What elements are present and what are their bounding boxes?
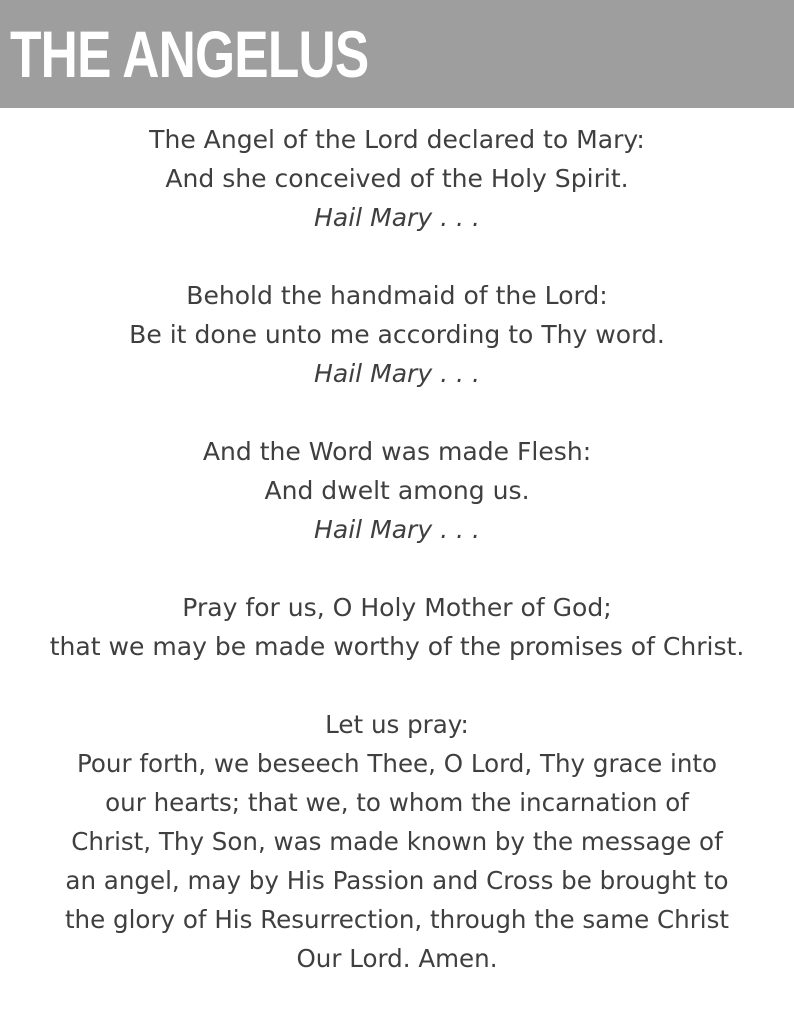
verse-line: Pray for us, O Holy Mother of God;	[182, 593, 612, 622]
verse-line: The Angel of the Lord declared to Mary:	[149, 125, 645, 154]
verse-line: Be it done unto me according to Thy word.	[129, 320, 665, 349]
response-line: Hail Mary . . .	[314, 515, 480, 544]
closing-prayer	[0, 705, 794, 978]
stanza-4	[0, 588, 794, 666]
verse-line: And the Word was made Flesh:	[202, 437, 592, 466]
closing-prayer-line: Pour forth, we beseech Thee, O Lord, Thy grace into	[76, 749, 718, 778]
prayer-text	[0, 120, 794, 978]
closing-prayer-heading: Let us pray:	[325, 710, 469, 739]
verse-line: that we may be made worthy of the promises of Christ.	[49, 632, 745, 661]
response-line: Hail Mary . . .	[314, 203, 480, 232]
stanza-2	[0, 276, 794, 393]
stanza-3	[0, 432, 794, 549]
stanza-1	[0, 120, 794, 237]
stanza-spacer	[0, 666, 794, 705]
title-banner	[0, 0, 794, 108]
stanza-spacer	[0, 237, 794, 276]
verse-line: Behold the handmaid of the Lord:	[186, 281, 608, 310]
page-title: THE ANGELUS	[10, 17, 369, 91]
closing-prayer-line: the glory of His Resurrection, through the same Christ	[64, 905, 730, 934]
response-line: Hail Mary . . .	[314, 359, 480, 388]
verse-line: And she conceived of the Holy Spirit.	[165, 164, 629, 193]
stanza-spacer	[0, 393, 794, 432]
closing-prayer-line: our hearts; that we, to whom the incarnation of	[105, 788, 689, 817]
closing-prayer-line: Christ, Thy Son, was made known by the message of	[71, 827, 723, 856]
closing-prayer-line: an angel, may by His Passion and Cross be brought to	[65, 866, 729, 895]
closing-prayer-line: Our Lord. Amen.	[296, 944, 498, 973]
stanza-spacer	[0, 549, 794, 588]
verse-line: And dwelt among us.	[264, 476, 530, 505]
